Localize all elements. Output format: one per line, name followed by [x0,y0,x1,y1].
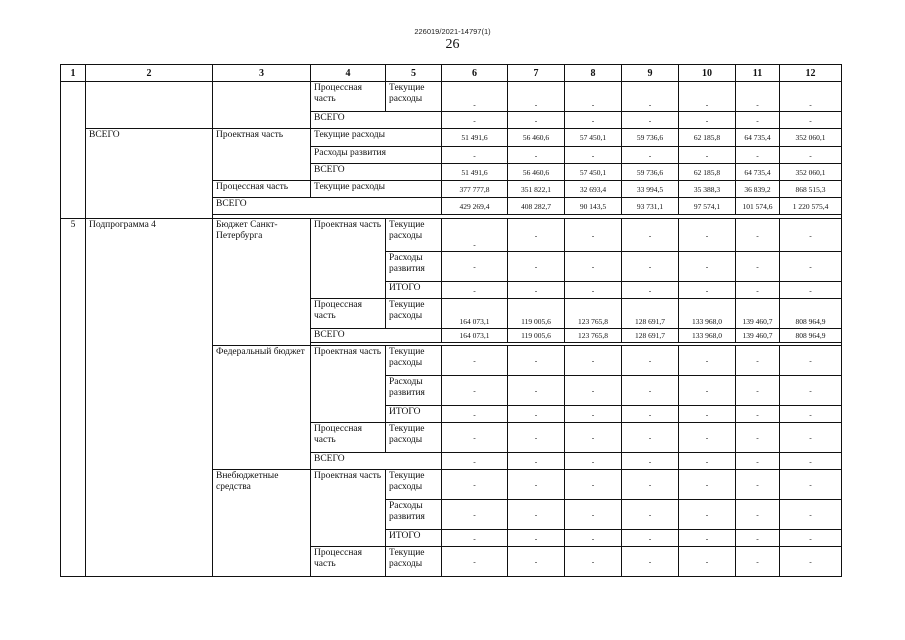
value-cell: - [442,82,508,112]
value-cell: - [442,282,508,299]
value-cell: 408 282,7 [508,198,565,215]
value-cell: - [780,406,842,423]
expense-type-cell: Текущие расходы [386,423,442,453]
value-cell: - [622,82,679,112]
value-cell: - [442,500,508,530]
value-cell: - [508,406,565,423]
itogo-label-cell: ИТОГО [386,406,442,423]
table-row [61,219,842,252]
value-cell: - [780,500,842,530]
value-cell: 93 731,1 [622,198,679,215]
value-cell: - [442,406,508,423]
value-cell: 133 968,0 [679,329,736,343]
value-cell: - [442,147,508,164]
expense-type-cell: Текущие расходы [311,181,442,198]
value-cell: 123 765,8 [565,299,622,329]
value-cell: - [736,500,780,530]
part-cell: Процессная часть [311,82,386,112]
value-cell: - [565,470,622,500]
value-cell: - [780,346,842,376]
total-label-cell: ВСЕГО [213,198,442,215]
part-cell: Процессная часть [213,181,311,198]
value-cell: 56 460,6 [508,129,565,147]
value-cell: 128 691,7 [622,329,679,343]
budget-table [60,64,842,577]
value-cell: - [736,252,780,282]
value-cell: - [565,346,622,376]
value-cell: - [679,252,736,282]
expense-type-cell: Текущие расходы [386,547,442,577]
value-cell: - [679,346,736,376]
expense-type-cell: Текущие расходы [386,219,442,252]
value-cell: - [565,252,622,282]
col-header: 6 [442,65,508,82]
value-cell: - [508,376,565,406]
total-label-cell: ВСЕГО [311,453,442,470]
value-cell: 64 735,4 [736,129,780,147]
value-cell: - [622,547,679,577]
value-cell: - [780,112,842,129]
value-cell: - [736,147,780,164]
value-cell: - [508,147,565,164]
value-cell: - [565,112,622,129]
value-cell: - [442,547,508,577]
value-cell: 133 968,0 [679,299,736,329]
value-cell: 377 777,8 [442,181,508,198]
value-cell: - [679,282,736,299]
value-cell: - [442,112,508,129]
value-cell: - [679,423,736,453]
value-cell: - [736,547,780,577]
value-cell: 62 185,8 [679,129,736,147]
expense-type-cell: Текущие расходы [386,346,442,376]
value-cell: 90 143,5 [565,198,622,215]
expense-type-cell: Текущие расходы [386,470,442,500]
value-cell: 57 450,1 [565,129,622,147]
value-cell: 352 060,1 [780,164,842,181]
col-header: 10 [679,65,736,82]
value-cell: 56 460,6 [508,164,565,181]
value-cell: 35 388,3 [679,181,736,198]
value-cell: - [736,453,780,470]
value-cell: - [508,547,565,577]
expense-type-cell: Текущие расходы [386,82,442,112]
value-cell: 868 515,3 [780,181,842,198]
value-cell: 62 185,8 [679,164,736,181]
value-cell: - [565,530,622,547]
value-cell: 352 060,1 [780,129,842,147]
subprogram-cell: Подпрограмма 4 [86,219,213,577]
value-cell: 59 736,6 [622,129,679,147]
expense-type-cell: Расходы развития [311,147,442,164]
col-header: 9 [622,65,679,82]
value-cell: - [622,252,679,282]
value-cell: 33 994,5 [622,181,679,198]
source-cell: Бюджет Санкт-Петербурга [213,219,311,346]
col-header: 7 [508,65,565,82]
value-cell: 119 005,6 [508,329,565,343]
value-cell: - [736,219,780,252]
value-cell: - [780,376,842,406]
value-cell: - [622,376,679,406]
part-cell: Проектная часть [213,129,311,181]
value-cell: - [622,282,679,299]
part-cell: Проектная часть [311,346,386,423]
value-cell: - [508,282,565,299]
value-cell: - [442,346,508,376]
source-cell: Федеральный бюджет [213,346,311,470]
value-cell: 64 735,4 [736,164,780,181]
value-cell: - [679,376,736,406]
value-cell: - [780,453,842,470]
value-cell: - [679,500,736,530]
value-cell: - [780,82,842,112]
value-cell: - [508,423,565,453]
column-header-row [61,65,842,82]
value-cell: - [679,147,736,164]
value-cell: - [565,219,622,252]
value-cell: - [780,147,842,164]
value-cell: - [442,453,508,470]
value-cell: 123 765,8 [565,329,622,343]
expense-type-cell: Расходы развития [386,500,442,530]
value-cell: - [508,112,565,129]
value-cell: - [442,423,508,453]
value-cell: - [780,530,842,547]
value-cell: - [622,219,679,252]
row-number-cell: 5 [61,219,86,577]
col-header: 12 [780,65,842,82]
value-cell: 164 073,1 [442,329,508,343]
value-cell: 32 693,4 [565,181,622,198]
value-cell: - [780,470,842,500]
value-cell: - [622,453,679,470]
value-cell: - [679,547,736,577]
source-cell: Внебюджетные средства [213,470,311,577]
value-cell: - [622,500,679,530]
col-header: 2 [86,65,213,82]
part-cell: Проектная часть [311,470,386,547]
value-cell: 164 073,1 [442,299,508,329]
itogo-label-cell: ИТОГО [386,282,442,299]
value-cell: - [565,82,622,112]
value-cell: - [508,470,565,500]
value-cell: - [736,376,780,406]
value-cell: - [622,112,679,129]
value-cell: 1 220 575,4 [780,198,842,215]
value-cell: - [508,82,565,112]
value-cell: 57 450,1 [565,164,622,181]
value-cell: - [508,219,565,252]
empty-cell [86,82,213,129]
value-cell: 59 736,6 [622,164,679,181]
value-cell: - [780,423,842,453]
expense-type-cell: Расходы развития [386,376,442,406]
value-cell: 51 491,6 [442,129,508,147]
value-cell: - [780,252,842,282]
total-label-cell: ВСЕГО [311,112,442,129]
value-cell: 128 691,7 [622,299,679,329]
value-cell: - [442,530,508,547]
part-cell: Проектная часть [311,219,386,299]
part-cell: Процессная часть [311,547,386,577]
table-row [61,82,842,112]
row-number-cell [61,82,86,219]
value-cell: 51 491,6 [442,164,508,181]
value-cell: 808 964,9 [780,299,842,329]
value-cell: 119 005,6 [508,299,565,329]
total-label-cell: ВСЕГО [311,164,442,181]
value-cell: - [565,376,622,406]
value-cell: - [622,406,679,423]
value-cell: - [622,346,679,376]
value-cell: - [679,453,736,470]
itogo-label-cell: ИТОГО [386,530,442,547]
value-cell: - [565,423,622,453]
value-cell: - [679,82,736,112]
value-cell: - [679,470,736,500]
value-cell: 36 839,2 [736,181,780,198]
value-cell: - [565,282,622,299]
value-cell: - [622,530,679,547]
total-label-cell: ВСЕГО [86,129,213,219]
value-cell: - [622,147,679,164]
value-cell: - [565,547,622,577]
value-cell: - [736,406,780,423]
value-cell: 139 460,7 [736,299,780,329]
part-cell: Процессная часть [311,423,386,453]
expense-type-cell: Расходы развития [386,252,442,282]
col-header: 3 [213,65,311,82]
value-cell: - [679,112,736,129]
value-cell: 101 574,6 [736,198,780,215]
value-cell: - [736,470,780,500]
value-cell: - [679,406,736,423]
value-cell: - [622,423,679,453]
value-cell: - [442,376,508,406]
value-cell: - [508,453,565,470]
col-header: 1 [61,65,86,82]
value-cell: - [508,530,565,547]
value-cell: - [508,500,565,530]
col-header: 11 [736,65,780,82]
value-cell: - [780,547,842,577]
table-row [61,129,842,147]
value-cell: 808 964,9 [780,329,842,343]
value-cell: - [736,423,780,453]
value-cell: - [442,219,508,252]
expense-type-cell: Текущие расходы [386,299,442,329]
value-cell: - [508,346,565,376]
value-cell: 429 269,4 [442,198,508,215]
value-cell: - [736,112,780,129]
value-cell: - [622,470,679,500]
value-cell: - [780,219,842,252]
col-header: 8 [565,65,622,82]
page-number: 26 [445,37,460,52]
expense-type-cell: Текущие расходы [311,129,442,147]
value-cell: - [736,282,780,299]
value-cell: - [736,530,780,547]
value-cell: - [736,346,780,376]
value-cell: - [565,147,622,164]
value-cell: - [780,282,842,299]
part-cell: Процессная часть [311,299,386,329]
value-cell: - [508,252,565,282]
value-cell: - [565,500,622,530]
empty-cell [213,82,311,129]
total-label-cell: ВСЕГО [311,329,442,343]
value-cell: - [679,219,736,252]
value-cell: 139 460,7 [736,329,780,343]
document-id: 226019/2021-14797(1) [414,27,491,36]
value-cell: 351 822,1 [508,181,565,198]
col-header: 5 [386,65,442,82]
value-cell: - [736,82,780,112]
value-cell: - [565,406,622,423]
value-cell: - [442,252,508,282]
value-cell: - [442,470,508,500]
value-cell: - [565,453,622,470]
value-cell: 97 574,1 [679,198,736,215]
col-header: 4 [311,65,386,82]
value-cell: - [679,530,736,547]
